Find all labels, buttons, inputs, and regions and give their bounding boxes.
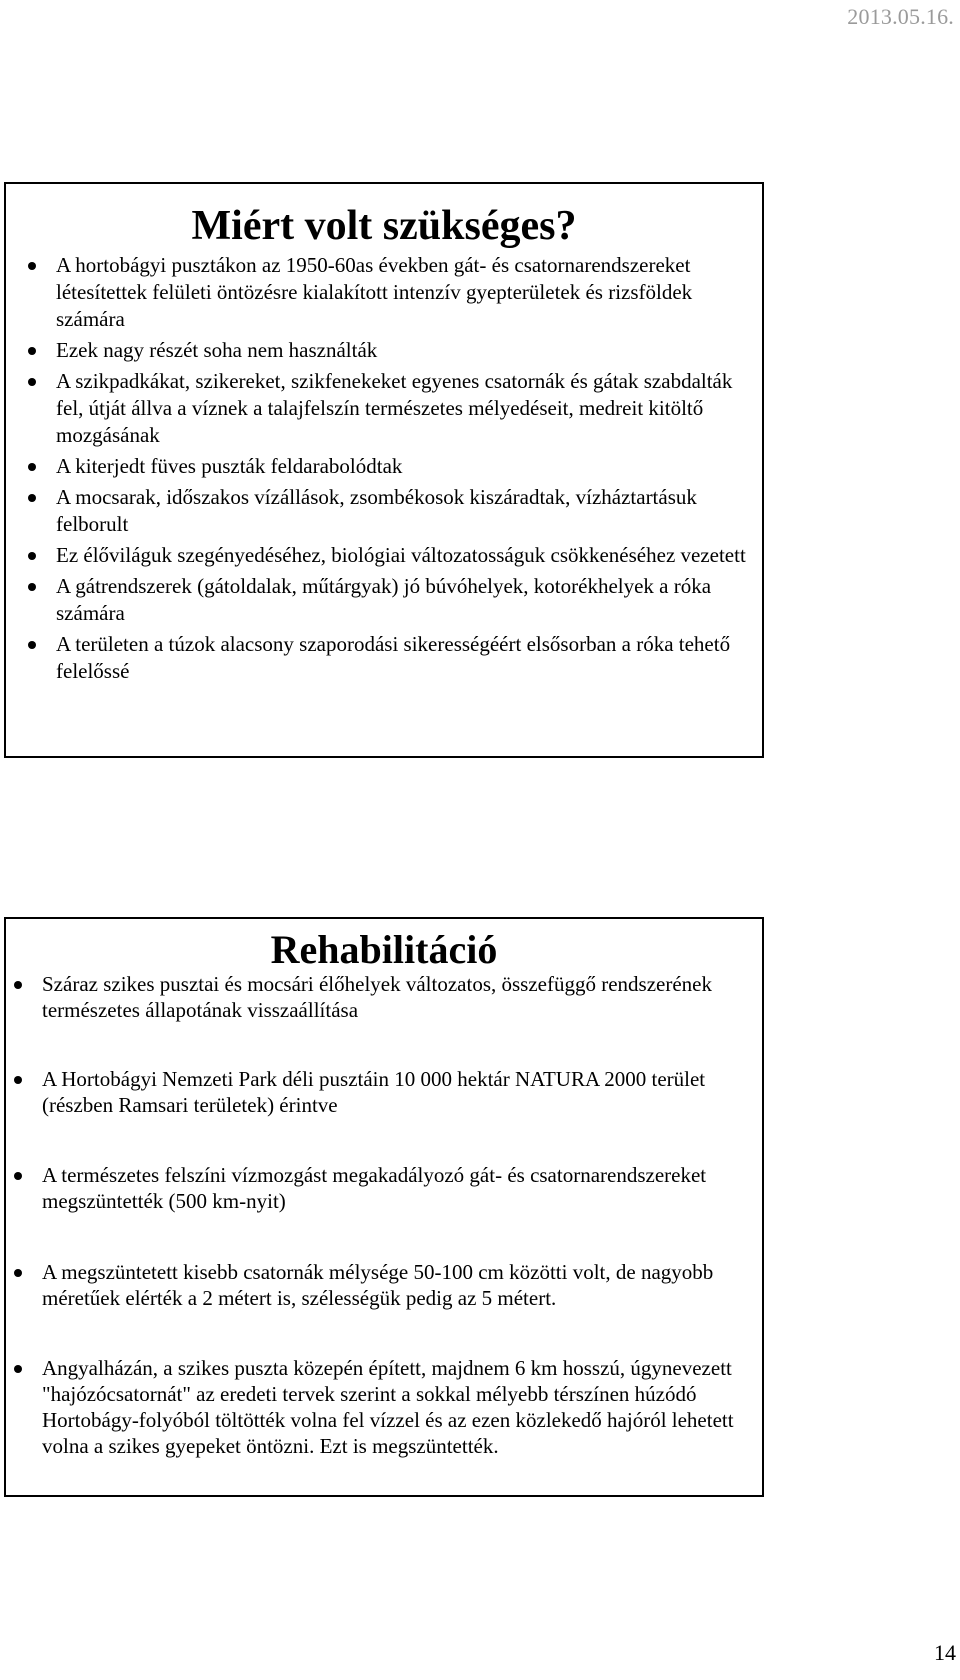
bullet-list [14, 971, 762, 1459]
bullet-icon [28, 262, 36, 270]
slide-rehabilitation [4, 917, 764, 1497]
bullet-icon [28, 552, 36, 560]
bullet-icon [14, 1269, 22, 1277]
bullet-icon [14, 1365, 22, 1373]
bullet-icon [28, 347, 36, 355]
bullet-list [28, 252, 762, 685]
list-item: A megszüntetett kisebb csatornák mélysége 50-100 cm közötti volt, de nagyobb méretűek elérték a 2 métert is, szélességük pedig az 5 métert. [14, 1259, 754, 1311]
slide-why-needed [4, 182, 764, 758]
bullet-icon [28, 641, 36, 649]
bullet-icon [28, 494, 36, 502]
page-number: 14 [934, 1640, 956, 1665]
list-item: A területen a túzok alacsony szaporodási sikerességéért elsősorban a róka tehető felelőssé [28, 631, 758, 685]
bullet-icon [14, 981, 22, 989]
list-item: Ezek nagy részét soha nem használták [28, 337, 758, 364]
list-item: A gátrendszerek (gátoldalak, műtárgyak) jó búvóhelyek, kotorékhelyek a róka számára [28, 573, 758, 627]
list-item: A kiterjedt füves puszták feldarabolódtak [28, 453, 758, 480]
slide-title: Miért volt szükséges? [191, 203, 577, 249]
bullet-icon [28, 583, 36, 591]
list-item: A természetes felszíni vízmozgást megakadályozó gát- és csatornarendszereket megszüntették (500 km-nyit) [14, 1162, 754, 1214]
list-item: A Hortobágyi Nemzeti Park déli pusztáin 10 000 hektár NATURA 2000 terület (részben Ramsari területek) érintve [14, 1066, 754, 1118]
bullet-icon [28, 378, 36, 386]
list-item: Ez élőviláguk szegényedéséhez, biológiai változatosságuk csökkenéséhez vezetett [28, 542, 758, 569]
list-item: A hortobágyi pusztákon az 1950-60as években gát- és csatornarendszereket létesítettek felületi öntözésre kialakított intenzív gyepterületek és rizsföldek számára [28, 252, 758, 333]
list-item: Száraz szikes pusztai és mocsári élőhelyek változatos, összefüggő rendszerének természetes állapotának visszaállítása [14, 971, 754, 1023]
date-stamp: 2013.05.16. [847, 4, 954, 29]
bullet-icon [14, 1172, 22, 1180]
slide-title: Rehabilitáció [270, 927, 498, 972]
bullet-icon [28, 463, 36, 471]
bullet-icon [14, 1076, 22, 1084]
list-item: A szikpadkákat, szikereket, szikfenekeket egyenes csatornák és gátak szabdalták fel, útját állva a víznek a talajfelszín természetes mélyedéseit, medreit kitöltő mozgásának [28, 368, 758, 449]
list-item: Angyalházán, a szikes puszta közepén épített, majdnem 6 km hosszú, úgynevezett "hajózócsatornát" az eredeti tervek szerint a sokkal mélyebb térszínen húzódó Hortobágy-folyóból töltötték volna fel vízzel és az ezen közlekedő hajóról lehetett volna a szikes gyepeket öntözni. Ezt is megszüntették. [14, 1355, 754, 1459]
list-item: A mocsarak, időszakos vízállások, zsombékosok kiszáradtak, vízháztartásuk felborult [28, 484, 758, 538]
